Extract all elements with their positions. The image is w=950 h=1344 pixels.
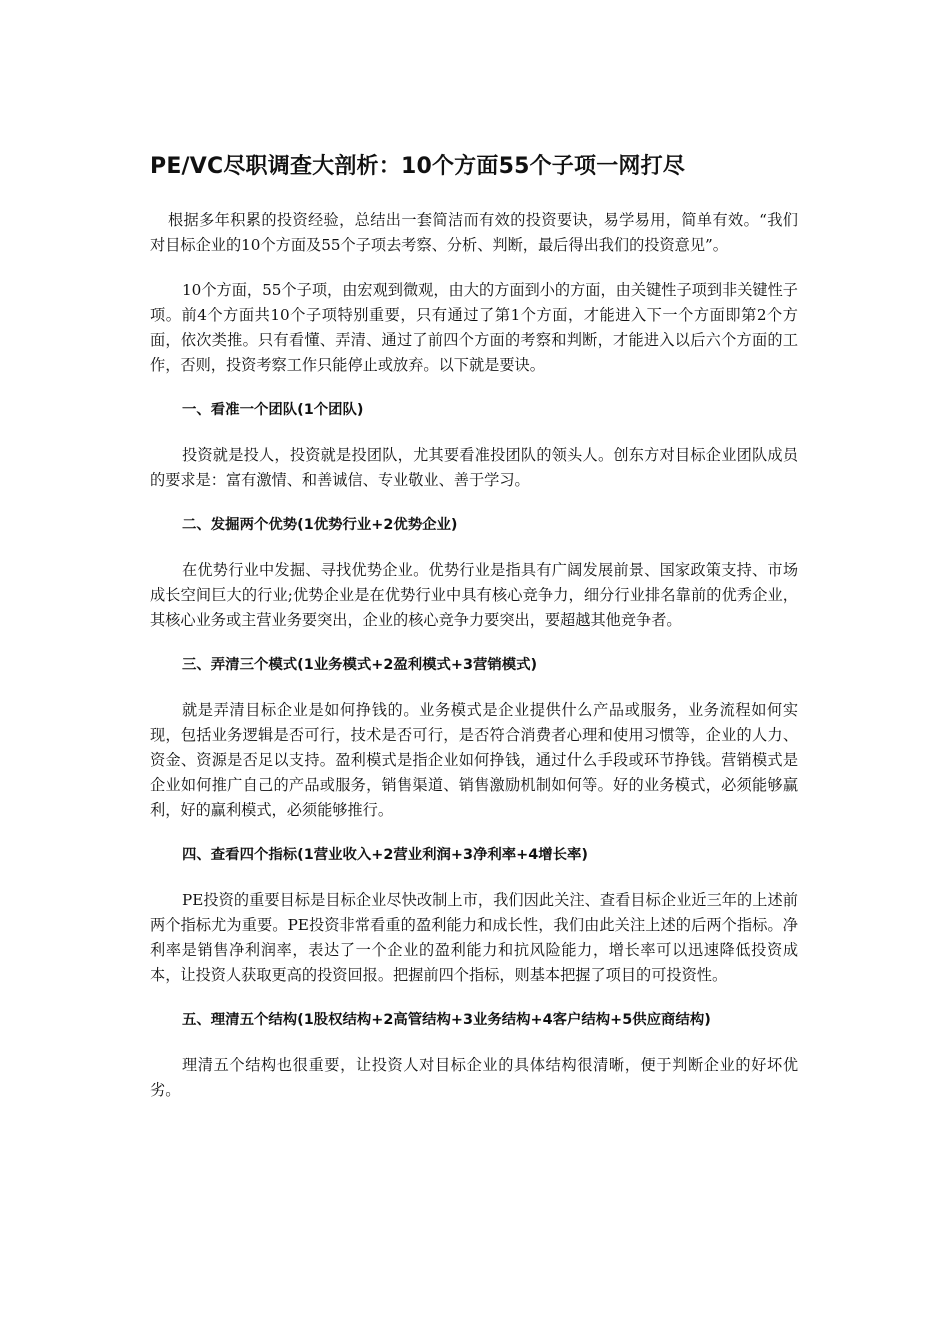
- document-title: PE/VC尽职调查大剖析：10个方面55个子项一网打尽: [150, 154, 685, 179]
- intro-paragraph-1: 根据多年积累的投资经验，总结出一套简洁而有效的投资要诀，易学易用，简单有效。“我们对目标企业的10个方面及55个子项去考察、分析、判断，最后得出我们的投资意见”。: [150, 211, 798, 254]
- section-heading-5: 五、理清五个结构(1股权结构+2高管结构+3业务结构+4客户结构+5供应商结构): [182, 1012, 711, 1028]
- section-body-4: PE投资的重要目标是目标企业尽快改制上市，我们因此关注、查看目标企业近三年的上述前两个指标尤为重要。PE投资非常看重的盈利能力和成长性，我们由此关注上述的后两个指标。净利率是销售净利润率，表达了一个企业的盈利能力和抗风险能力，增长率可以迅速降低投资成本，让投资人获取更高的投资回报。把握前四个指标，则基本把握了项目的可投资性。: [150, 891, 798, 984]
- document-page: [150, 150, 798, 1123]
- section-body-5: 理清五个结构也很重要，让投资人对目标企业的具体结构很清晰，便于判断企业的好坏优劣。: [150, 1056, 798, 1099]
- section-heading-3: 三、弄清三个模式(1业务模式+2盈利模式+3营销模式): [182, 657, 538, 673]
- intro-paragraph-2: 10个方面，55个子项，由宏观到微观，由大的方面到小的方面，由关键性子项到非关键性子项。前4个方面共10个子项特别重要，只有通过了第1个方面，才能进入下一个方面即第2个方面，依次类推。只有看懂、弄清、通过了前四个方面的考察和判断，才能进入以后六个方面的工作，否则，投资考察工作只能停止或放弃。以下就是要诀。: [150, 281, 798, 374]
- section-heading-1: 一、看准一个团队(1个团队): [182, 402, 364, 418]
- section-body-2: 在优势行业中发掘、寻找优势企业。优势行业是指具有广阔发展前景、国家政策支持、市场成长空间巨大的行业;优势企业是在优势行业中具有核心竞争力，细分行业排名靠前的优秀企业，其核心业务或主营业务要突出，企业的核心竞争力要突出，要超越其他竞争者。: [150, 561, 798, 629]
- section-body-3: 就是弄清目标企业是如何挣钱的。业务模式是企业提供什么产品或服务，业务流程如何实现，包括业务逻辑是否可行，技术是否可行，是否符合消费者心理和使用习惯等，企业的人力、资金、资源是否足以支持。盈利模式是指企业如何挣钱，通过什么手段或环节挣钱。营销模式是企业如何推广自己的产品或服务，销售渠道、销售激励机制如何等。好的业务模式，必须能够赢利，好的赢利模式，必须能够推行。: [150, 701, 798, 819]
- section-heading-2: 二、发掘两个优势(1优势行业+2优势企业): [182, 517, 458, 533]
- section-body-1: 投资就是投人，投资就是投团队，尤其要看准投团队的领头人。创东方对目标企业团队成员的要求是：富有激情、和善诚信、专业敬业、善于学习。: [150, 446, 798, 489]
- section-heading-4: 四、查看四个指标(1营业收入+2营业利润+3净利率+4增长率): [182, 847, 588, 863]
